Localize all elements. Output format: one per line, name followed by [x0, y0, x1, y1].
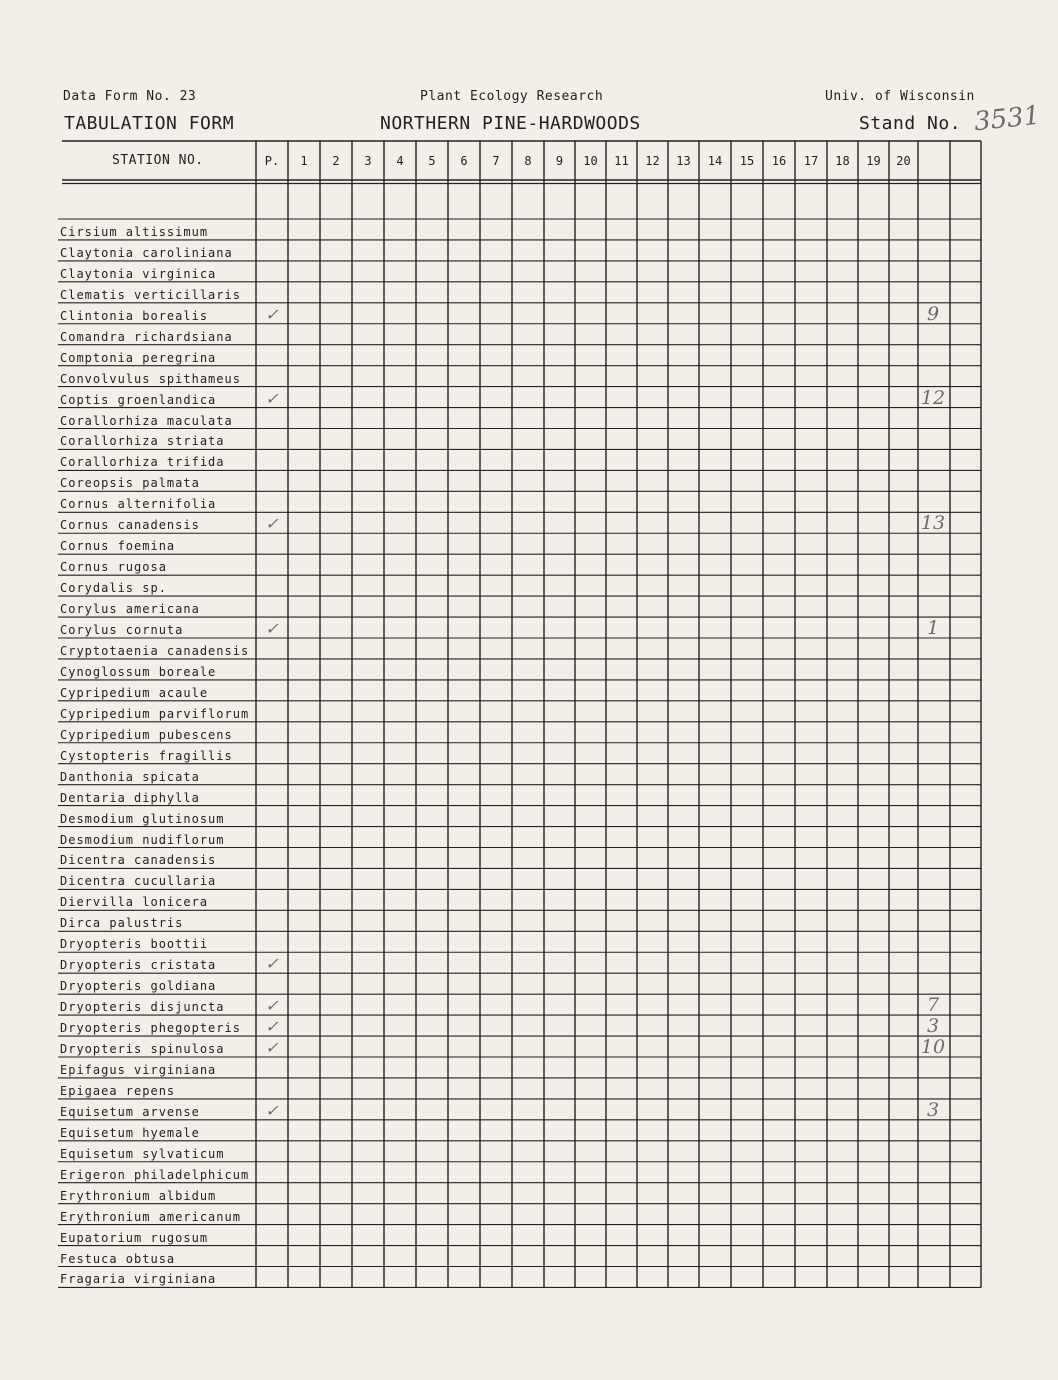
species-count: 9: [926, 302, 940, 325]
column-header: 5: [428, 154, 436, 168]
species-name: Comandra richardsiana: [60, 329, 233, 344]
species-count: 12: [920, 386, 946, 409]
species-name: Epigaea repens: [60, 1083, 176, 1098]
species-name: Equisetum sylvaticum: [60, 1146, 225, 1161]
community-title: NORTHERN PINE-HARDWOODS: [380, 113, 641, 134]
species-name: Diervilla lonicera: [60, 895, 209, 910]
column-header: 10: [583, 154, 598, 168]
column-header: 13: [676, 154, 691, 168]
species-name: Cirsium altissimum: [60, 224, 209, 239]
species-name: Corallorhiza striata: [60, 434, 225, 449]
column-header: 2: [332, 154, 340, 168]
species-name: Eupatorium rugosum: [60, 1230, 209, 1245]
presence-check: ✓: [265, 619, 279, 638]
species-name: Cryptotaenia canadensis: [60, 643, 250, 658]
species-name: Corallorhiza maculata: [60, 413, 233, 428]
species-name: Comptonia peregrina: [60, 350, 217, 365]
presence-check: ✓: [265, 514, 279, 534]
stand-number-value: 3531: [972, 100, 1042, 138]
species-name: Dryopteris disjuncta: [60, 1000, 225, 1015]
species-name: Dentaria diphylla: [60, 790, 200, 805]
column-header: 3: [364, 154, 372, 168]
presence-check: ✓: [265, 1017, 279, 1037]
species-name: Cornus canadensis: [60, 518, 200, 533]
species-count: 7: [926, 994, 940, 1017]
university-name: Univ. of Wisconsin: [825, 89, 975, 104]
species-count: 10: [920, 1036, 946, 1058]
column-header: 8: [524, 154, 532, 168]
species-name: Equisetum hyemale: [60, 1125, 200, 1140]
species-name: Dicentra cucullaria: [60, 874, 217, 889]
species-name: Corydalis sp.: [60, 581, 167, 596]
column-header: 16: [771, 154, 787, 168]
species-name: Corallorhiza trifida: [60, 455, 225, 470]
species-name: Corylus cornuta: [60, 623, 184, 637]
species-name: Fragaria virginiana: [60, 1272, 217, 1287]
species-name: Cornus alternifolia: [60, 497, 217, 512]
column-header: 9: [555, 154, 564, 168]
species-name: Dryopteris spinulosa: [60, 1042, 225, 1056]
species-name: Dirca palustris: [60, 916, 184, 931]
presence-check: ✓: [265, 954, 279, 974]
species-name: Erigeron philadelphicum: [60, 1167, 250, 1182]
form-number: Data Form No. 23: [63, 89, 197, 104]
column-header: P.: [264, 154, 280, 168]
species-count: 1: [926, 617, 940, 639]
column-header: 7: [492, 154, 500, 168]
column-header: 12: [645, 154, 660, 168]
column-header: 1: [300, 154, 308, 168]
presence-check: ✓: [265, 996, 279, 1016]
species-name: Epifagus virginiana: [60, 1062, 217, 1077]
species-count: 3: [926, 1098, 940, 1121]
presence-check: ✓: [265, 304, 279, 324]
species-name: Erythronium albidum: [60, 1188, 217, 1203]
species-name: Cypripedium pubescens: [60, 727, 233, 742]
species-name: Danthonia spicata: [60, 769, 200, 784]
species-name: Cynoglossum boreale: [60, 664, 217, 679]
species-name: Convolvulus spithameus: [60, 371, 241, 386]
species-name: Desmodium nudiflorum: [60, 832, 225, 847]
species-count: 3: [926, 1015, 940, 1038]
form-title: TABULATION FORM: [64, 113, 235, 134]
column-header: 4: [396, 154, 404, 168]
species-name: Dryopteris goldiana: [60, 979, 217, 994]
species-name: Equisetum arvense: [60, 1104, 200, 1119]
species-name: Erythronium americanum: [60, 1209, 241, 1224]
species-name: Dryopteris boottii: [60, 937, 209, 952]
species-count: 13: [920, 512, 946, 535]
column-header: 18: [835, 154, 850, 168]
column-header: 11: [614, 154, 629, 168]
species-name: Clematis verticillaris: [60, 287, 241, 302]
column-header: 20: [896, 154, 911, 168]
species-name: Coptis groenlandica: [60, 392, 217, 407]
species-name: Cornus foemina: [60, 539, 176, 554]
column-header: 19: [866, 154, 881, 168]
species-name: Cypripedium acaule: [60, 685, 209, 700]
column-header: 6: [460, 154, 468, 168]
presence-check: ✓: [265, 1038, 279, 1057]
species-name: Claytonia virginica: [60, 266, 217, 281]
species-name: Clintonia borealis: [60, 308, 209, 323]
species-name: Cystopteris fragillis: [60, 748, 233, 763]
species-name: Claytonia caroliniana: [60, 245, 233, 260]
species-name: Coreopsis palmata: [60, 476, 200, 491]
column-header: 15: [739, 154, 755, 168]
species-name: Dicentra canadensis: [60, 853, 217, 868]
species-name: Festuca obtusa: [60, 1251, 176, 1266]
species-name: Dryopteris phegopteris: [60, 1021, 241, 1036]
species-name: Desmodium glutinosum: [60, 811, 225, 826]
species-name: Corylus americana: [60, 602, 200, 617]
species-name: Dryopteris cristata: [60, 958, 217, 973]
species-name: Cornus rugosa: [60, 560, 167, 575]
presence-check: ✓: [265, 1100, 279, 1120]
station-number-label: STATION NO.: [112, 153, 204, 168]
column-header: 17: [803, 154, 819, 168]
research-heading: Plant Ecology Research: [420, 89, 604, 104]
species-name: Cypripedium parviflorum: [60, 706, 250, 721]
presence-check: ✓: [265, 388, 279, 408]
column-header: 14: [707, 154, 723, 168]
stand-number-label: Stand No.: [859, 113, 962, 134]
